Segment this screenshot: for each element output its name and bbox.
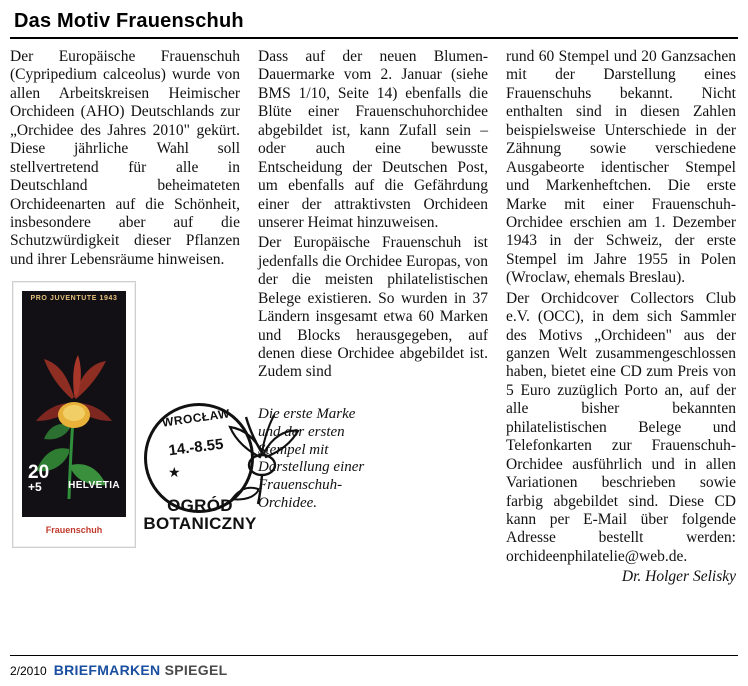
paragraph: Der Europäische Frauenschuh ist jedenfalls die Orchidee Europas, von der die meisten philatelistischen Belege existieren. So wurden in 37 Ländern insgesamt etwa 60 Marken und Blocks herausgegeben, auf denen diese Orchidee abgebildet ist. Zudem sind bbox=[258, 234, 488, 381]
stamp-value bbox=[28, 461, 50, 494]
title-divider bbox=[10, 37, 738, 39]
postmark-bottom-line1: OGRÓD bbox=[167, 496, 233, 516]
stamp-caption: Frauenschuh bbox=[45, 525, 103, 536]
column-2 bbox=[258, 48, 488, 587]
paragraph: Der Orchidcover Collectors Club e.V. (OCC), in dem sich Sammler des Motivs „Orchideen" aus der ganzen Welt zusammengeschlossen haben, bietet eine CD zum Preis von 5 Euro zuzüglich Porto an, auf der alle bisher bekannten philatelistischen Belege und Telefonkarten zur Frauenschuh-Orchidee ausführlich und in allen Variationen beschrieben sowie farbig abgebildet sind. Diese CD kann per E-Mail über folgende Adresse bestellt werden: orchideenphilatelie@web.de. bbox=[506, 289, 736, 565]
article-columns bbox=[10, 48, 738, 587]
postmark-bottom-line2: BOTANICZNY bbox=[143, 513, 257, 533]
postmark-city: WROCŁAW bbox=[161, 406, 231, 430]
footer bbox=[10, 662, 738, 678]
footer-brand-second: SPIEGEL bbox=[164, 662, 228, 678]
postmark-image bbox=[138, 399, 262, 533]
figure-stamp-and-postmark bbox=[10, 281, 365, 566]
stamp-top-text: PRO JUVENTUTE 1943 bbox=[30, 295, 118, 303]
footer-divider bbox=[10, 655, 738, 656]
postmark-date: 14.-8.55 bbox=[167, 435, 225, 460]
paragraph: Der Europäische Frauenschuh (Cypripedium calceolus) wurde von allen Arbeitskreisen Heimischer Orchideen (AHO) Deutschlands zur „Orchidee des Jahres 2010" gekürt. Diese jährliche Wahl soll stellvertretend für alle in Deutschland beheimateten Orchideenarten auf die Schönheit, insbesondere aber auf die Schutzwürdigkeit dieser Pflanzen und ihrer Lebensräume hinweisen. bbox=[10, 48, 240, 268]
author-byline: Dr. Holger Selisky bbox=[621, 568, 736, 586]
column-3 bbox=[506, 48, 736, 587]
postmark-star-icon: ★ bbox=[168, 466, 181, 482]
paragraph: Dass auf der neuen Blumen-Dauermarke vom 2. Januar (siehe BMS 1/10, Seite 14) ebenfalls die Blüte einer Frauenschuhorchidee abgebildet ist, kann Zufall sein – oder auch eine bewusste Entscheidung der Deutschen Post, um ebenfalls auf die Gefährdung einer der attraktivsten Orchideen unserer Heimat hinzuweisen. bbox=[258, 48, 488, 231]
footer-brand bbox=[54, 662, 228, 678]
footer-issue: 2/2010 bbox=[10, 664, 47, 678]
stamp-country: HELVETIA bbox=[68, 480, 120, 492]
stamp-value-number: 20 bbox=[28, 461, 50, 483]
stamp-design bbox=[22, 291, 126, 517]
stamp-surcharge: +5 bbox=[28, 479, 42, 494]
column-1 bbox=[10, 48, 365, 587]
footer-brand-first: BRIEFMARKEN bbox=[53, 662, 161, 678]
page-title: Das Motiv Frauenschuh bbox=[14, 10, 244, 32]
stamp-image bbox=[12, 281, 136, 548]
paragraph: rund 60 Stempel und 20 Ganzsachen mit der Darstellung eines Frauenschuhs bekannt. Nicht enthalten sind in diesen Zahlen beispielsweise Unterschiede in der Zähnung sowie verschiedene Ausgabeorte identischer Stempel und Markenheftchen. Die erste Marke mit einer Frauenschuh-Orchidee erschien am 1. Dezember 1943 in der Schweiz, der erste Stempel im Jahre 1955 in Polen (Wroclaw, ehemals Breslau). bbox=[506, 48, 736, 287]
figure-caption: Die erste Marke und der ersten Stempel mit Darstellung einer Frauenschuh-Orchidee. bbox=[258, 406, 365, 511]
